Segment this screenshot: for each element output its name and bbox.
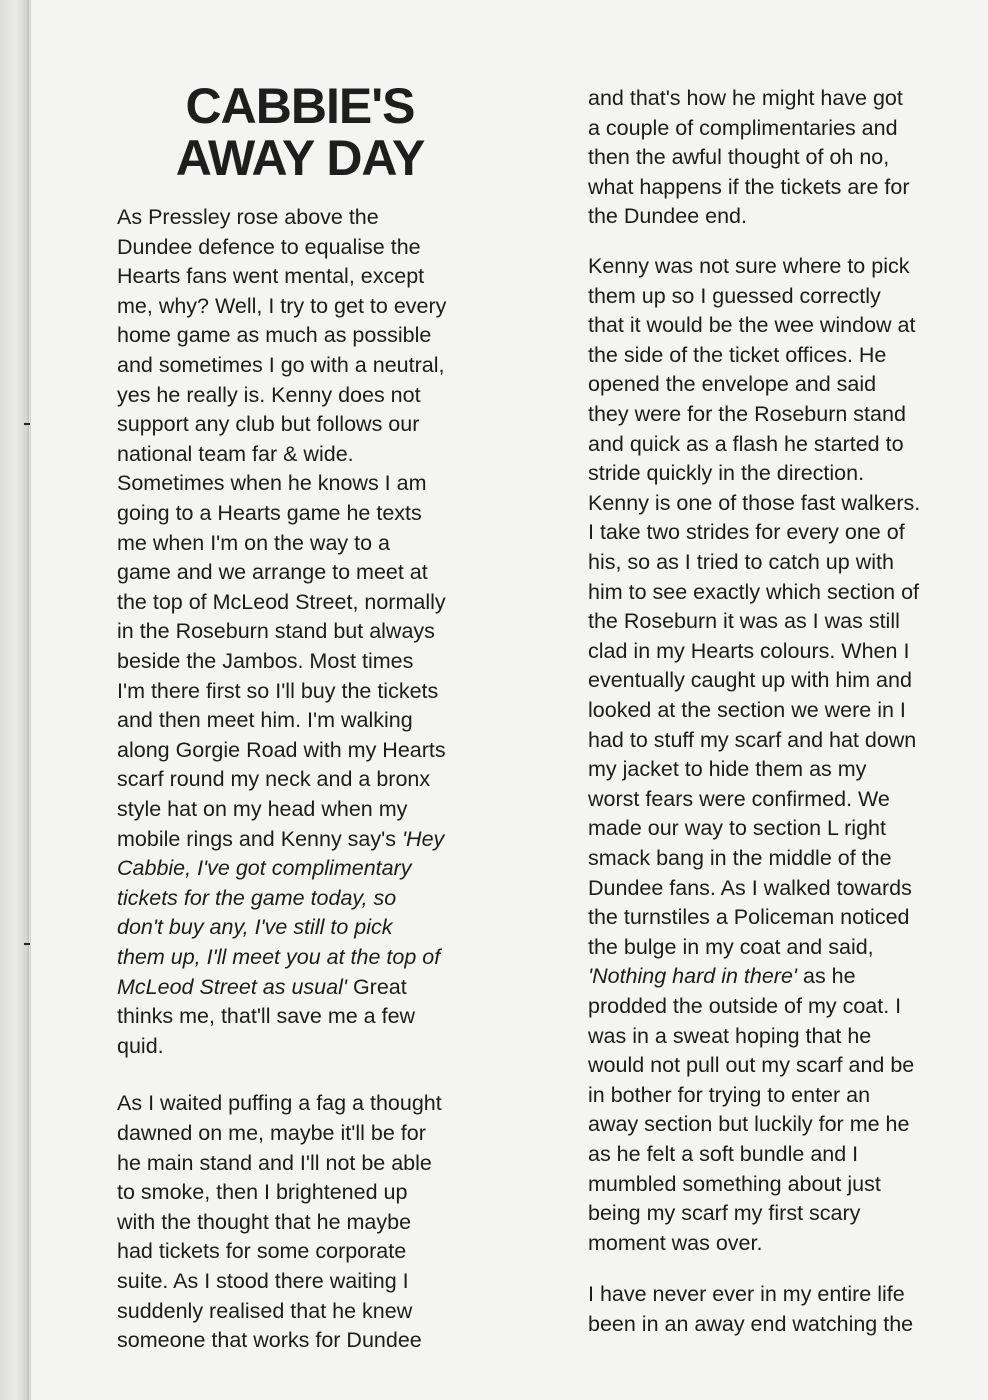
text-run: thinks me, that'll save me a few bbox=[117, 1004, 416, 1029]
text-run: and then meet him. I'm walking bbox=[117, 708, 413, 733]
article-title-line: AWAY DAY bbox=[175, 130, 425, 186]
text-line bbox=[117, 410, 419, 440]
text-run: looked at the section we were in I bbox=[588, 698, 906, 722]
text-run: yes he really is. Kenny does not bbox=[117, 382, 421, 407]
text-run: would not pull out my scarf and be bbox=[588, 1053, 915, 1078]
text-run: they were for the Roseburn stand bbox=[588, 402, 906, 426]
text-line bbox=[588, 1229, 762, 1259]
text-run: had to stuff my scarf and hat down bbox=[588, 727, 917, 752]
article-title bbox=[119, 80, 481, 184]
text-run: going to a Hearts game he texts bbox=[117, 501, 422, 525]
text-run: quid. bbox=[117, 1033, 164, 1058]
text-line bbox=[588, 282, 881, 312]
text-run: suite. As I stood there waiting I bbox=[117, 1269, 409, 1293]
text-run: away section but luckily for me he bbox=[588, 1112, 910, 1137]
text-line bbox=[117, 973, 407, 1003]
text-run: was in a sweat hoping that he bbox=[588, 1023, 872, 1048]
text-line bbox=[588, 341, 886, 371]
text-line bbox=[117, 351, 444, 381]
text-run: along Gorgie Road with my Hearts bbox=[117, 737, 446, 762]
text-line bbox=[588, 1280, 905, 1310]
text-run: game and we arrange to meet at bbox=[117, 560, 428, 585]
text-line bbox=[117, 825, 444, 855]
text-run: Sometimes when he knows I am bbox=[117, 471, 427, 496]
text-line bbox=[117, 943, 440, 973]
text-run: dawned on me, maybe it'll be for bbox=[117, 1121, 426, 1145]
text-line bbox=[117, 233, 421, 263]
text-run: moment was over. bbox=[588, 1230, 763, 1255]
binding-spine bbox=[0, 0, 29, 1400]
text-run: the bulge in my coat and said, bbox=[588, 934, 874, 959]
text-line bbox=[117, 499, 422, 529]
text-run: I'm there first so I'll buy the tickets bbox=[117, 678, 439, 703]
text-run: the top of McLeod Street, normally bbox=[117, 589, 446, 614]
text-line bbox=[588, 143, 889, 173]
text-run: Kenny is one of those fast walkers. bbox=[588, 490, 921, 515]
text-run: the Dundee end. bbox=[588, 204, 747, 229]
text-run: clad in my Hearts colours. When I bbox=[588, 638, 910, 663]
text-run: in the Roseburn stand but always bbox=[117, 619, 435, 644]
text-line bbox=[117, 203, 379, 233]
text-line bbox=[588, 84, 903, 114]
text-line bbox=[117, 469, 427, 499]
text-run: then the awful thought of oh no, bbox=[588, 145, 890, 170]
text-run: worst fears were confirmed. We bbox=[588, 786, 890, 811]
text-line bbox=[117, 558, 428, 588]
quoted-speech: them up, I'll meet you at the top of bbox=[117, 945, 441, 969]
text-line bbox=[588, 459, 864, 489]
text-line bbox=[588, 785, 890, 815]
text-run: mumbled something about just bbox=[588, 1171, 881, 1196]
text-line bbox=[588, 666, 912, 696]
text-run: made our way to section L right bbox=[588, 816, 886, 841]
text-line bbox=[588, 548, 894, 578]
text-run: suddenly realised that he knew bbox=[117, 1298, 413, 1323]
quoted-speech: Cabbie, I've got complimentary bbox=[117, 856, 412, 881]
text-run: to smoke, then I brightened up bbox=[117, 1180, 408, 1205]
text-run: smack bang in the middle of the bbox=[588, 846, 892, 870]
text-line bbox=[588, 1199, 860, 1229]
text-run: them up so I guessed correctly bbox=[588, 283, 881, 308]
text-line bbox=[588, 933, 874, 963]
text-line bbox=[588, 844, 892, 874]
text-line bbox=[588, 114, 898, 144]
text-run: someone that works for Dundee bbox=[117, 1328, 422, 1353]
text-line bbox=[117, 1237, 406, 1267]
text-line bbox=[117, 1267, 409, 1297]
text-run: as he felt a soft bundle and I bbox=[588, 1142, 859, 1166]
text-run: Kenny was not sure where to pick bbox=[588, 254, 910, 278]
quoted-speech: don't buy any, I've still to pick bbox=[117, 915, 393, 940]
text-run: beside the Jambos. Most times bbox=[117, 649, 414, 673]
text-run: me, why? Well, I try to get to every bbox=[117, 293, 447, 318]
quoted-speech: 'Hey bbox=[401, 826, 445, 851]
quoted-speech: tickets for the game today, so bbox=[117, 885, 397, 910]
text-line bbox=[117, 1208, 411, 1238]
text-line bbox=[588, 696, 906, 726]
text-line bbox=[117, 1032, 164, 1062]
text-line bbox=[117, 1089, 442, 1119]
text-line bbox=[117, 913, 393, 943]
text-line bbox=[117, 1119, 426, 1149]
text-line bbox=[117, 647, 413, 677]
text-line bbox=[588, 252, 909, 282]
quoted-speech: McLeod Street as usual' bbox=[117, 974, 347, 999]
text-run: I take two strides for every one of bbox=[588, 520, 905, 545]
text-line bbox=[588, 1140, 858, 1170]
text-line bbox=[588, 874, 912, 904]
text-run: that it would be the wee window at bbox=[588, 313, 916, 338]
text-line bbox=[588, 1310, 913, 1340]
text-line bbox=[588, 1081, 870, 1111]
text-run: in bother for trying to enter an bbox=[588, 1082, 871, 1107]
text-run: home game as much as possible bbox=[117, 323, 432, 348]
text-line bbox=[588, 992, 901, 1022]
text-line bbox=[117, 736, 446, 766]
text-run: Dundee fans. As I walked towards bbox=[588, 875, 912, 900]
text-line bbox=[117, 795, 407, 825]
text-line bbox=[117, 765, 430, 795]
text-line bbox=[588, 173, 909, 203]
text-run: and that's how he might have got bbox=[588, 86, 903, 110]
text-run: him to see exactly which section of bbox=[588, 579, 920, 604]
text-line bbox=[588, 1051, 914, 1081]
text-line bbox=[588, 726, 916, 756]
text-run: had tickets for some corporate bbox=[117, 1239, 407, 1264]
text-run: As Pressley rose above the bbox=[117, 205, 379, 229]
text-run: style hat on my head when my bbox=[117, 797, 408, 821]
text-line bbox=[117, 1002, 415, 1032]
text-run: mobile rings and Kenny say's bbox=[117, 826, 402, 851]
text-run: with the thought that he maybe bbox=[117, 1209, 412, 1234]
text-line bbox=[588, 430, 904, 460]
text-run: a couple of complimentaries and bbox=[588, 115, 898, 140]
text-run: the turnstiles a Policeman noticed bbox=[588, 905, 910, 930]
text-line bbox=[117, 381, 421, 411]
text-run: eventually caught up with him and bbox=[588, 668, 912, 693]
text-line bbox=[588, 400, 906, 430]
text-run: prodded the outside of my coat. I bbox=[588, 994, 902, 1018]
text-run: and quick as a flash he started to bbox=[588, 431, 904, 456]
text-run: my jacket to hide them as my bbox=[588, 757, 867, 782]
text-line bbox=[117, 262, 424, 292]
text-line bbox=[588, 962, 856, 992]
text-line bbox=[588, 1022, 871, 1052]
magazine-page bbox=[30, 0, 988, 1400]
quoted-speech: 'Nothing hard in there' bbox=[588, 964, 798, 989]
text-line bbox=[117, 884, 396, 914]
text-line bbox=[117, 292, 446, 322]
article-title-line: CABBIE'S bbox=[185, 78, 415, 134]
text-run: the Roseburn it was as I was still bbox=[588, 609, 900, 634]
text-run: stride quickly in the direction. bbox=[588, 461, 865, 486]
text-line bbox=[117, 588, 446, 618]
text-line bbox=[117, 1178, 407, 1208]
text-line bbox=[588, 1110, 909, 1140]
text-line bbox=[588, 1170, 881, 1200]
text-run: national team far & wide. bbox=[117, 441, 354, 466]
text-line bbox=[588, 489, 920, 519]
text-line bbox=[117, 321, 431, 351]
text-line bbox=[117, 1149, 432, 1179]
text-run: as he bbox=[797, 964, 856, 989]
text-run: scarf round my neck and a bronx bbox=[117, 767, 431, 792]
text-run: support any club but follows our bbox=[117, 412, 420, 437]
text-line bbox=[117, 529, 390, 559]
text-run: being my scarf my first scary bbox=[588, 1201, 861, 1226]
text-line bbox=[588, 311, 915, 341]
text-line bbox=[117, 617, 435, 647]
text-run: As I waited puffing a fag a thought bbox=[117, 1091, 442, 1116]
text-line bbox=[117, 440, 354, 470]
text-run: his, so as I tried to catch up with bbox=[588, 550, 894, 574]
text-run: he main stand and I'll not be able bbox=[117, 1150, 432, 1175]
text-run: Hearts fans went mental, except bbox=[117, 264, 425, 289]
text-line bbox=[588, 607, 900, 637]
text-run: been in an away end watching the bbox=[588, 1312, 914, 1336]
text-run: Dundee defence to equalise the bbox=[117, 234, 421, 259]
text-run: I have never ever in my entire life bbox=[588, 1282, 905, 1307]
text-line bbox=[588, 370, 876, 400]
text-line bbox=[588, 814, 886, 844]
text-line bbox=[588, 578, 919, 608]
text-run: the side of the ticket offices. He bbox=[588, 342, 887, 367]
text-line bbox=[117, 706, 413, 736]
text-line bbox=[117, 854, 412, 884]
text-line bbox=[588, 755, 866, 785]
text-line bbox=[588, 637, 909, 667]
text-run: opened the envelope and said bbox=[588, 372, 877, 397]
text-line bbox=[117, 1297, 412, 1327]
text-run: me when I'm on the way to a bbox=[117, 530, 390, 555]
text-run: and sometimes I go with a neutral, bbox=[117, 353, 445, 377]
text-line bbox=[588, 202, 747, 232]
text-run: Great bbox=[346, 974, 407, 999]
text-line bbox=[588, 903, 909, 933]
text-line bbox=[117, 677, 438, 707]
text-line bbox=[117, 1326, 422, 1356]
text-run: what happens if the tickets are for bbox=[588, 174, 910, 199]
text-line bbox=[588, 518, 905, 548]
